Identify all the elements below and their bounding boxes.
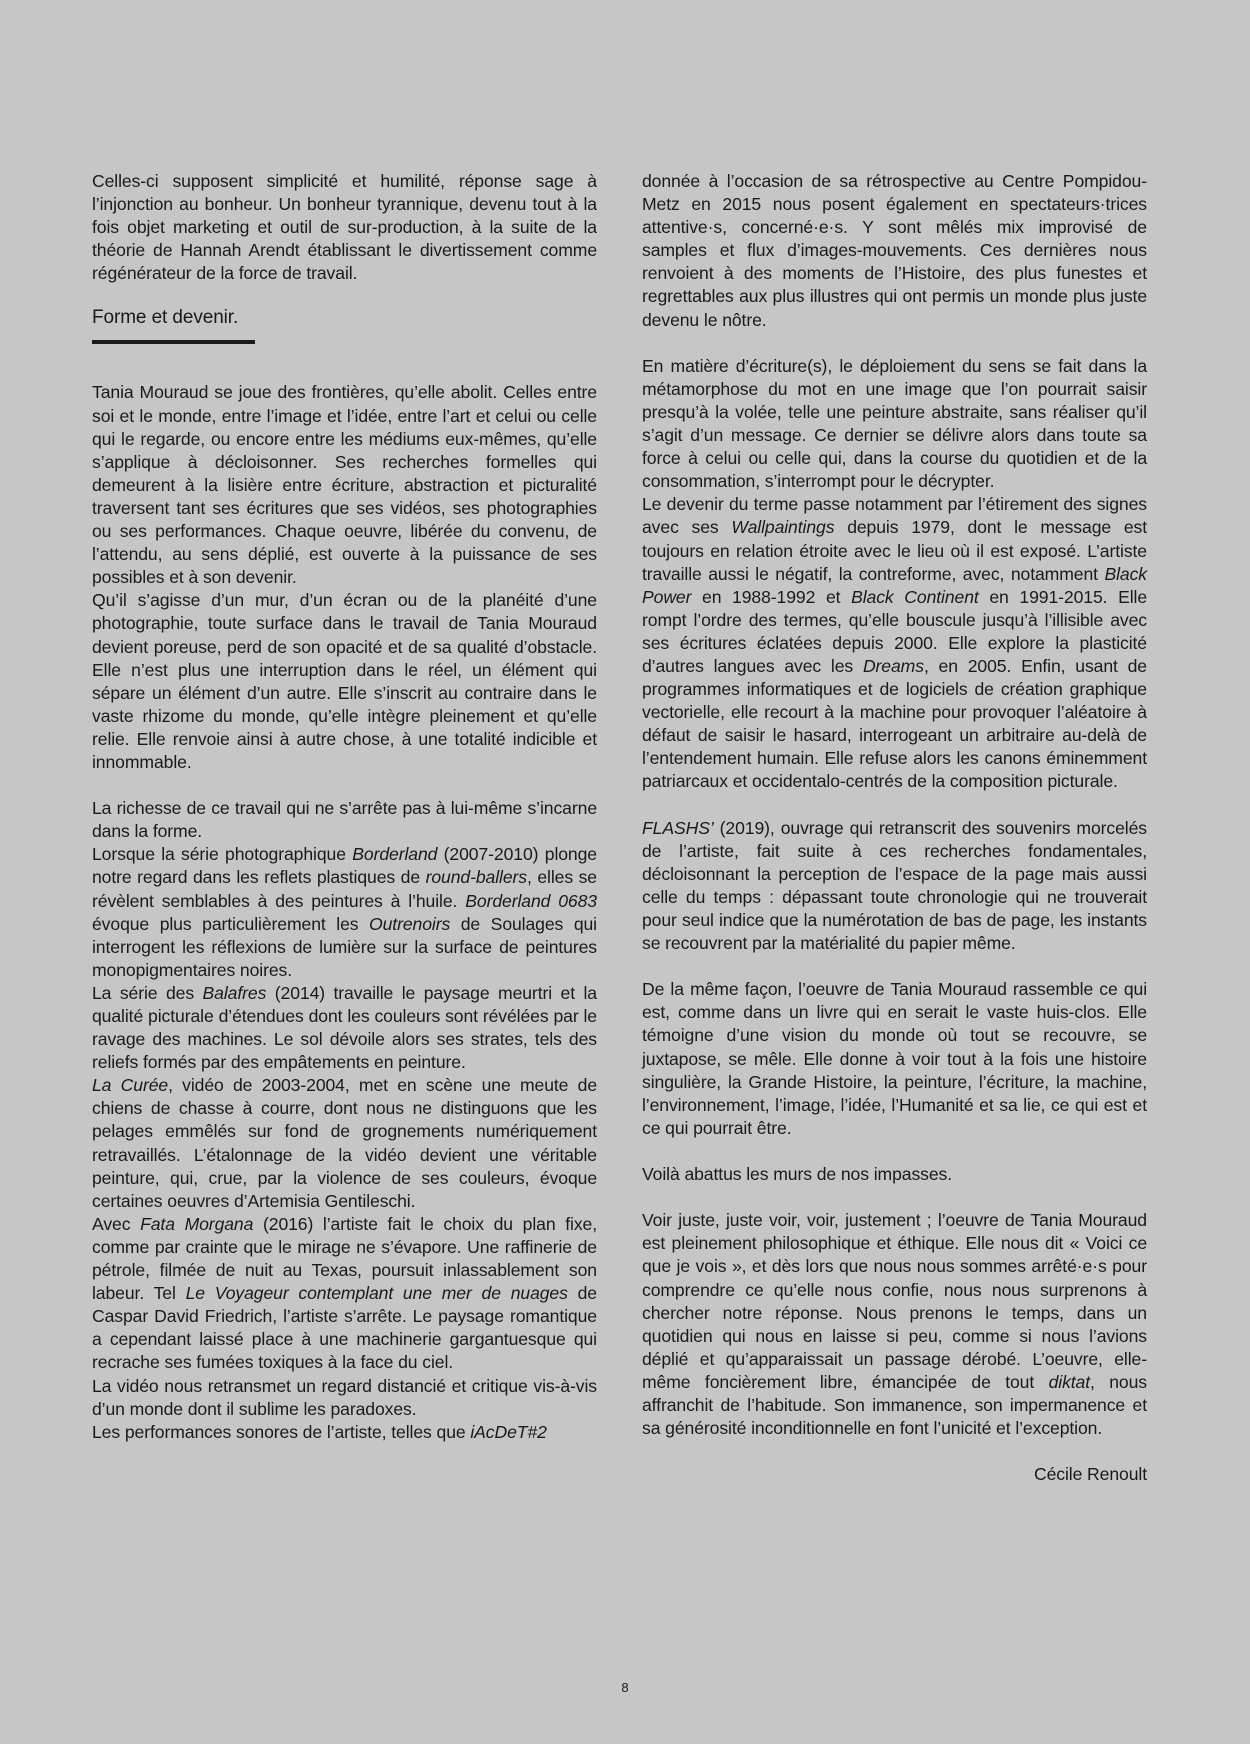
paragraph-conclusion: Voir juste, juste voir, voir, justement ; l’oeuvre de Tania Mouraud est pleinement philosophique et éthique. Elle nous dit « Voici ce que je vois », et dès lors que nous nous sommes arrêté·e·s pour comprendre ce qu’elle nous confie, nous nous surprenons à chercher notre réponse. Nous prenons le temps, dans un quotidien qui nous en laisse si peu, comme si nous l’avions déplié et qu’apparaissait un passage dérobé. L’oeuvre, elle-même foncièrement libre, émancipée de tout diktat, nous affranchit de l’habitude. Son immanence, son impermanence et sa générosité inconditionnelle en font l’unicité et l’exception.	[642, 1210, 1147, 1439]
paragraph: Qu’il s’agisse d’un mur, d’un écran ou de la planéité d’une photographie, toute surface dans le travail de Tania Mouraud devient poreuse, perd de son opacité et de sa qualité d’obstacle. Elle n’est plus une interruption dans le réel, un élément qui sépare un élément d’un autre. Elle s’inscrit au contraire dans le vaste rhizome du monde, qu’elle intègre pleinement et qu’elle relie. Elle renvoie ainsi à autre chose, à une totalité indicible et innommable.	[92, 590, 597, 772]
left-column	[92, 170, 597, 1444]
right-column	[642, 170, 1147, 1486]
section-heading: Forme et devenir.	[92, 307, 239, 329]
page-number: 8	[621, 1680, 629, 1695]
paragraph-borderland: Lorsque la série photographique Borderland (2007-2010) plonge notre regard dans les reflets plastiques de round-ballers, elles se révèlent semblables à des peintures à l’huile. Borderland 0683 évoque plus particulièrement les Outrenoirs de Soulages qui interrogent les réflexions de lumière sur la surface de peintures monopigmentaires noires.	[92, 844, 597, 980]
paragraph-balafres: La série des Balafres (2014) travaille le paysage meurtri et la qualité picturale d’étendues dont les couleurs sont révélées par le ravage des machines. Le sol dévoile alors ses strates, tels des reliefs formés par des empâtements en peinture.	[92, 982, 597, 1073]
paragraph: La richesse de ce travail qui ne s’arrête pas à lui-même s’incarne dans la forme.	[92, 798, 597, 842]
paragraph: La vidéo nous retransmet un regard distancié et critique vis-à-vis d’un monde dont il sublime les paradoxes.	[92, 1375, 597, 1419]
paragraph: Voilà abattus les murs de nos impasses.	[642, 1164, 953, 1185]
author-signature: Cécile Renoult	[1033, 1464, 1147, 1485]
paragraph-la-curee: La Curée, vidéo de 2003-2004, met en scène une meute de chiens de chasse à courre, dont nous ne distinguons que les pelages emmêlés sur fond de grognements numériquement retravaillés. L’étalonnage de la vidéo devient une véritable peinture, qui, crue, par la violence de ses couleurs, évoque certaines oeuvres d’Artemisia Gentileschi.	[92, 1075, 597, 1211]
paragraph-performances: Les performances sonores de l’artiste, telles que iAcDeT#2	[92, 1421, 547, 1442]
paragraph-devenir: Le devenir du terme passe notamment par l’étirement des signes avec ses Wallpaintings depuis 1979, dont le message est toujours en relation étroite avec le lieu où il est exposé. L’artiste travaille aussi le négatif, la contreforme, avec, notamment Black Power en 1988-1992 et Black Continent en 1991-2015. Elle rompt l’ordre des termes, qu’elle bouscule jusqu’à l’illisible avec ses écritures éclatées depuis 2000. Elle explore la plasticité d’autres langues avec les Dreams, en 2005. Enfin, usant de programmes informatiques et de logiciels de création graphique vectorielle, elle recourt à la machine pour provoquer l’aléatoire à défaut de saisir le hasard, interrogeant un arbitraire au-delà de l’entendement humain. Elle refuse alors les canons éminemment patriarcaux et occidentalo-centrés de la composition picturale.	[642, 494, 1148, 792]
paragraph: Tania Mouraud se joue des frontières, qu’elle abolit. Celles entre soi et le monde, entre l’image et l’idée, entre l’art et celui ou celle qui le regarde, ou encore entre les médiums eux-mêmes, qu’elle s’applique à décloisonner. Ses recherches formelles qui demeurent à la lisière entre écriture, abstraction et picturalité traversent tant ses écritures que ses vidéos, ses photographies ou ses performances. Chaque oeuvre, libérée du convenu, de l’attendu, au sens déplié, est ouverte à la puissance de ses possibles et à son devenir.	[92, 382, 597, 588]
heading-underline	[92, 340, 255, 344]
paragraph-fata-morgana: Avec Fata Morgana (2016) l’artiste fait le choix du plan fixe, comme par crainte que le mirage ne s’évapore. Une raffinerie de pétrole, filmée de nuit au Texas, poursuit inlassablement son labeur. Tel Le Voyageur contemplant une mer de nuages de Caspar David Friedrich, l’artiste s’arrête. Le paysage romantique a cependant laissé place à une machinerie gargantuesque qui recrache ses fumées toxiques à la face du ciel.	[92, 1213, 597, 1373]
paragraph: donnée à l’occasion de sa rétrospective au Centre Pompidou-Metz en 2015 nous posent également en spectateurs·trices attentive·s, concerné·e·s. Y sont mêlés mix improvisé de samples et flux d’images-mouvements. Ces dernières nous renvoient à des moments de l’Histoire, des plus funestes et regrettables aux plus illustres qui ont permis un monde plus juste devenu le nôtre.	[642, 171, 1147, 330]
paragraph: De la même façon, l’oeuvre de Tania Mouraud rassemble ce qui est, comme dans un livre qui en serait le vaste huis-clos. Elle témoigne d’une vision du monde où tout se recouvre, se juxtapose, se mêle. Elle donne à voir tout à la fois une histoire singulière, la Grande Histoire, la peinture, l’écriture, la machine, l’environnement, l’image, l’idée, l’Humanité et sa lie, ce qui est et ce qui pourrait être.	[642, 979, 1147, 1138]
paragraph: Celles-ci supposent simplicité et humilité, réponse sage à l’injonction au bonheur. Un bonheur tyrannique, devenu tout à la fois objet marketing et outil de sur-production, à la suite de la théorie de Hannah Arendt établissant le divertissement comme régénérateur de la force de travail.	[92, 171, 597, 284]
paragraph: En matière d’écriture(s), le déploiement du sens se fait dans la métamorphose du mot en une image que l’on pourrait saisir presqu’à la volée, telle une peinture abstraite, sans réaliser qu’il s’agit d’un message. Ce dernier se délivre alors dans toute sa force à celui ou celle qui, dans la course du quotidien et de la consommation, s’interrompt pour le décrypter.	[642, 355, 1147, 492]
paragraph-flashs: FLASHS’ (2019), ouvrage qui retranscrit des souvenirs morcelés de l’artiste, fait suite à ces recherches fondamentales, décloisonnant la perception de l’espace de la page mais aussi celle du temps : dépassant toute chronologie qui ne trouverait pour seul indice que la numérotation de bas de page, les instants se recouvrent par la matérialité du papier même.	[642, 817, 1147, 954]
